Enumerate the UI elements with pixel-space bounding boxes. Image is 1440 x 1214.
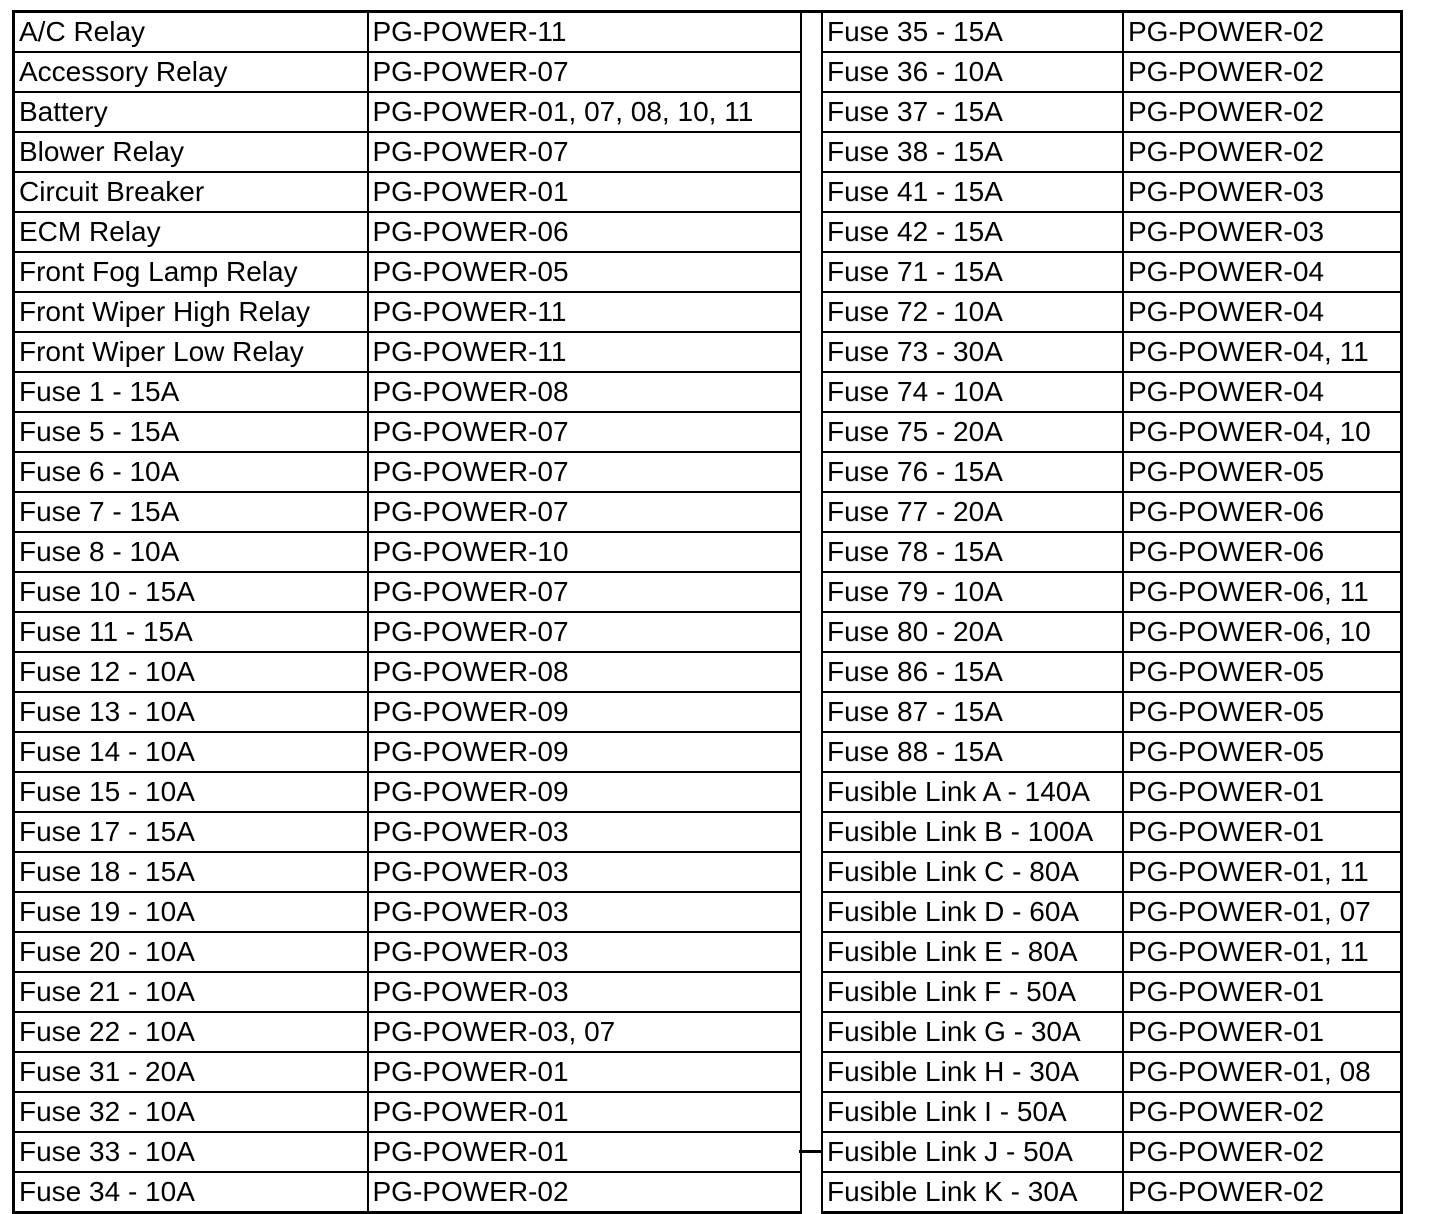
- table-row: [14, 1052, 801, 1092]
- page-reference-cell: PG-POWER-08: [368, 652, 801, 692]
- table-row: [822, 932, 1401, 972]
- page-reference-cell: PG-POWER-01: [368, 1132, 801, 1172]
- table-row: [14, 572, 801, 612]
- component-cell: Fuse 36 - 10A: [822, 52, 1123, 92]
- table-row: [822, 652, 1401, 692]
- page-reference-cell: PG-POWER-11: [368, 292, 801, 332]
- component-cell: Fuse 78 - 15A: [822, 532, 1123, 572]
- component-cell: Fuse 19 - 10A: [14, 892, 368, 932]
- table-row: [14, 12, 801, 53]
- component-cell: ECM Relay: [14, 212, 368, 252]
- page-reference-cell: PG-POWER-02: [1123, 12, 1401, 53]
- component-cell: Fuse 71 - 15A: [822, 252, 1123, 292]
- component-cell: Fuse 42 - 15A: [822, 212, 1123, 252]
- component-cell: Fuse 21 - 10A: [14, 972, 368, 1012]
- component-cell: Fuse 74 - 10A: [822, 372, 1123, 412]
- page-reference-cell: PG-POWER-02: [1123, 1172, 1401, 1213]
- page-reference-cell: PG-POWER-02: [1123, 1092, 1401, 1132]
- table-row: [822, 52, 1401, 92]
- table-row: [822, 812, 1401, 852]
- table-row: [822, 612, 1401, 652]
- page-reference-cell: PG-POWER-01: [1123, 1012, 1401, 1052]
- page-reference-cell: PG-POWER-03: [368, 932, 801, 972]
- table-row: [822, 172, 1401, 212]
- table-row: [14, 692, 801, 732]
- page-reference-cell: PG-POWER-05: [368, 252, 801, 292]
- table-row: [822, 132, 1401, 172]
- page-reference-cell: PG-POWER-10: [368, 532, 801, 572]
- page-reference-cell: PG-POWER-09: [368, 732, 801, 772]
- table-row: [14, 932, 801, 972]
- table-row: [14, 532, 801, 572]
- component-cell: Fuse 37 - 15A: [822, 92, 1123, 132]
- page-reference-cell: PG-POWER-06: [368, 212, 801, 252]
- component-cell: Fuse 86 - 15A: [822, 652, 1123, 692]
- table-row: [822, 332, 1401, 372]
- component-cell: Fuse 76 - 15A: [822, 452, 1123, 492]
- table-row: [14, 452, 801, 492]
- page-reference-cell: PG-POWER-08: [368, 372, 801, 412]
- component-cell: Fuse 12 - 10A: [14, 652, 368, 692]
- page-reference-cell: PG-POWER-07: [368, 572, 801, 612]
- page-reference-cell: PG-POWER-06, 10: [1123, 612, 1401, 652]
- page-reference-cell: PG-POWER-07: [368, 612, 801, 652]
- page-reference-cell: PG-POWER-03: [1123, 172, 1401, 212]
- left-index-body: [14, 12, 801, 1213]
- table-row: [14, 852, 801, 892]
- table-row: [14, 92, 801, 132]
- component-cell: Fuse 20 - 10A: [14, 932, 368, 972]
- component-cell: Fuse 41 - 15A: [822, 172, 1123, 212]
- component-cell: Fuse 11 - 15A: [14, 612, 368, 652]
- table-row: [822, 292, 1401, 332]
- table-row: [822, 532, 1401, 572]
- table-row: [14, 332, 801, 372]
- page-reference-cell: PG-POWER-01: [368, 1092, 801, 1132]
- page-reference-cell: PG-POWER-01, 07: [1123, 892, 1401, 932]
- table-row: [822, 852, 1401, 892]
- table-row: [14, 212, 801, 252]
- component-cell: Front Wiper High Relay: [14, 292, 368, 332]
- page-reference-cell: PG-POWER-07: [368, 492, 801, 532]
- component-cell: Fuse 6 - 10A: [14, 452, 368, 492]
- page-reference-cell: PG-POWER-03: [1123, 212, 1401, 252]
- page-reference-cell: PG-POWER-01: [368, 172, 801, 212]
- page-reference-cell: PG-POWER-02: [1123, 1132, 1401, 1172]
- page-reference-cell: PG-POWER-09: [368, 692, 801, 732]
- table-row: [822, 892, 1401, 932]
- page-reference-cell: PG-POWER-04, 10: [1123, 412, 1401, 452]
- table-row: [822, 572, 1401, 612]
- table-row: [822, 212, 1401, 252]
- table-row: [822, 452, 1401, 492]
- page-reference-cell: PG-POWER-02: [1123, 52, 1401, 92]
- table-row: [14, 412, 801, 452]
- table-row: [822, 92, 1401, 132]
- component-cell: Front Fog Lamp Relay: [14, 252, 368, 292]
- component-cell: Fuse 33 - 10A: [14, 1132, 368, 1172]
- table-row: [822, 412, 1401, 452]
- table-row: [14, 1012, 801, 1052]
- page-reference-cell: PG-POWER-01, 11: [1123, 852, 1401, 892]
- column-gap: [799, 10, 821, 1153]
- component-cell: Fuse 1 - 15A: [14, 372, 368, 412]
- table-row: [822, 372, 1401, 412]
- component-cell: Fuse 38 - 15A: [822, 132, 1123, 172]
- table-row: [14, 492, 801, 532]
- component-cell: Fusible Link D - 60A: [822, 892, 1123, 932]
- page-reference-cell: PG-POWER-06, 11: [1123, 572, 1401, 612]
- page-reference-cell: PG-POWER-03: [368, 812, 801, 852]
- page-reference-cell: PG-POWER-01: [368, 1052, 801, 1092]
- component-cell: Fuse 13 - 10A: [14, 692, 368, 732]
- table-row: [822, 972, 1401, 1012]
- component-cell: Blower Relay: [14, 132, 368, 172]
- page-reference-cell: PG-POWER-03: [368, 972, 801, 1012]
- page-reference-cell: PG-POWER-06: [1123, 532, 1401, 572]
- component-cell: Fusible Link E - 80A: [822, 932, 1123, 972]
- left-index-table: [12, 10, 802, 1214]
- table-row: [822, 1172, 1401, 1213]
- page-reference-cell: PG-POWER-05: [1123, 692, 1401, 732]
- table-row: [822, 492, 1401, 532]
- component-cell: Fuse 15 - 10A: [14, 772, 368, 812]
- component-cell: Fuse 75 - 20A: [822, 412, 1123, 452]
- page-reference-cell: PG-POWER-03: [368, 892, 801, 932]
- table-row: [14, 172, 801, 212]
- table-row: [822, 1132, 1401, 1172]
- component-cell: Fusible Link B - 100A: [822, 812, 1123, 852]
- page-reference-cell: PG-POWER-01, 11: [1123, 932, 1401, 972]
- page-reference-cell: PG-POWER-04: [1123, 252, 1401, 292]
- table-row: [14, 1092, 801, 1132]
- table-row: [14, 972, 801, 1012]
- component-cell: Fuse 22 - 10A: [14, 1012, 368, 1052]
- page-reference-cell: PG-POWER-01, 07, 08, 10, 11: [368, 92, 801, 132]
- page-reference-cell: PG-POWER-05: [1123, 732, 1401, 772]
- component-cell: Fuse 87 - 15A: [822, 692, 1123, 732]
- page-reference-cell: PG-POWER-07: [368, 52, 801, 92]
- component-cell: Fuse 79 - 10A: [822, 572, 1123, 612]
- page-reference-cell: PG-POWER-03: [368, 852, 801, 892]
- page-reference-cell: PG-POWER-04: [1123, 372, 1401, 412]
- right-index-table: [821, 10, 1403, 1214]
- table-row: [822, 692, 1401, 732]
- component-cell: Fuse 14 - 10A: [14, 732, 368, 772]
- component-cell: Fuse 17 - 15A: [14, 812, 368, 852]
- table-row: [14, 612, 801, 652]
- component-cell: Fuse 72 - 10A: [822, 292, 1123, 332]
- table-row: [822, 772, 1401, 812]
- component-cell: Fuse 31 - 20A: [14, 1052, 368, 1092]
- page-reference-cell: PG-POWER-09: [368, 772, 801, 812]
- component-cell: Fuse 34 - 10A: [14, 1172, 368, 1213]
- table-row: [14, 1172, 801, 1213]
- page-reference-cell: PG-POWER-07: [368, 452, 801, 492]
- table-row: [14, 652, 801, 692]
- table-row: [822, 1012, 1401, 1052]
- right-index-body: [822, 12, 1401, 1213]
- component-cell: A/C Relay: [14, 12, 368, 53]
- page-reference-cell: PG-POWER-04, 11: [1123, 332, 1401, 372]
- component-cell: Fuse 88 - 15A: [822, 732, 1123, 772]
- page-reference-cell: PG-POWER-01: [1123, 772, 1401, 812]
- component-cell: Fusible Link I - 50A: [822, 1092, 1123, 1132]
- page-reference-cell: PG-POWER-03, 07: [368, 1012, 801, 1052]
- component-cell: Front Wiper Low Relay: [14, 332, 368, 372]
- table-row: [822, 1092, 1401, 1132]
- component-cell: Circuit Breaker: [14, 172, 368, 212]
- component-cell: Fuse 32 - 10A: [14, 1092, 368, 1132]
- page-reference-cell: PG-POWER-07: [368, 132, 801, 172]
- component-cell: Fusible Link G - 30A: [822, 1012, 1123, 1052]
- component-cell: Fuse 7 - 15A: [14, 492, 368, 532]
- table-row: [14, 732, 801, 772]
- component-cell: Fusible Link K - 30A: [822, 1172, 1123, 1213]
- component-cell: Fuse 73 - 30A: [822, 332, 1123, 372]
- component-cell: Fuse 8 - 10A: [14, 532, 368, 572]
- component-cell: Accessory Relay: [14, 52, 368, 92]
- component-cell: Fuse 5 - 15A: [14, 412, 368, 452]
- page-reference-cell: PG-POWER-11: [368, 332, 801, 372]
- page-reference-cell: PG-POWER-01: [1123, 812, 1401, 852]
- page-reference-cell: PG-POWER-02: [1123, 92, 1401, 132]
- component-cell: Fusible Link J - 50A: [822, 1132, 1123, 1172]
- table-row: [14, 252, 801, 292]
- table-row: [14, 52, 801, 92]
- page-reference-cell: PG-POWER-05: [1123, 652, 1401, 692]
- table-row: [822, 12, 1401, 53]
- table-row: [822, 252, 1401, 292]
- page-reference-cell: PG-POWER-05: [1123, 452, 1401, 492]
- table-row: [14, 292, 801, 332]
- table-row: [822, 732, 1401, 772]
- page-reference-cell: PG-POWER-02: [1123, 132, 1401, 172]
- page-reference-cell: PG-POWER-11: [368, 12, 801, 53]
- component-cell: Fuse 18 - 15A: [14, 852, 368, 892]
- component-cell: Fuse 80 - 20A: [822, 612, 1123, 652]
- table-row: [14, 372, 801, 412]
- component-cell: Fusible Link H - 30A: [822, 1052, 1123, 1092]
- page-reference-cell: PG-POWER-01, 08: [1123, 1052, 1401, 1092]
- page-reference-cell: PG-POWER-07: [368, 412, 801, 452]
- table-row: [14, 1132, 801, 1172]
- table-row: [822, 1052, 1401, 1092]
- table-row: [14, 132, 801, 172]
- page-reference-cell: PG-POWER-01: [1123, 972, 1401, 1012]
- component-cell: Fusible Link A - 140A: [822, 772, 1123, 812]
- component-cell: Fusible Link F - 50A: [822, 972, 1123, 1012]
- page-reference-cell: PG-POWER-06: [1123, 492, 1401, 532]
- component-cell: Fuse 77 - 20A: [822, 492, 1123, 532]
- component-cell: Fuse 35 - 15A: [822, 12, 1123, 53]
- table-row: [14, 812, 801, 852]
- component-cell: Fusible Link C - 80A: [822, 852, 1123, 892]
- table-row: [14, 772, 801, 812]
- page-reference-cell: PG-POWER-02: [368, 1172, 801, 1213]
- component-cell: Fuse 10 - 15A: [14, 572, 368, 612]
- table-row: [14, 892, 801, 932]
- page-reference-cell: PG-POWER-04: [1123, 292, 1401, 332]
- component-cell: Battery: [14, 92, 368, 132]
